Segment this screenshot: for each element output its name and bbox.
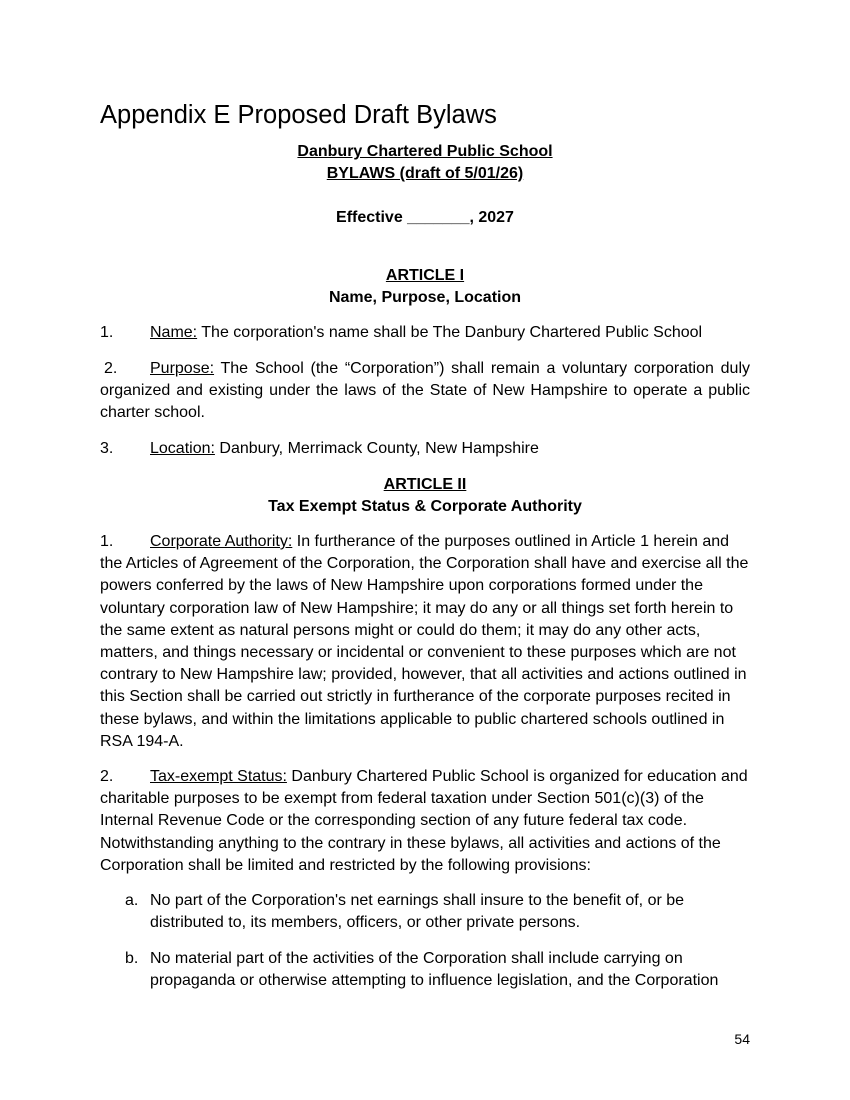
provision-letter: a. [125,892,139,909]
item-term: Corporate Authority: [150,533,293,550]
item-term: Name: [150,324,198,341]
bylaws-title-heading: BYLAWS (draft of 5/01/26) [326,165,524,182]
item-number: 2. [104,360,118,377]
appendix-title: Appendix E Proposed Draft Bylaws [100,101,497,129]
article-1-item-location [100,438,750,460]
item-text: Danbury Chartered Public School is organized for education and charitable purposes to be exempt from federal taxation under Section 501(c)(3) of the Internal Revenue Code or the corresponding section of any future federal tax code. Notwithstanding anything to the contrary in these bylaws, all activities and actions of the Corporation shall be limited and restricted by the following provisions: [100,768,748,874]
item-number: 2. [100,768,114,785]
provision-b [125,948,750,992]
article-2-title: Tax Exempt Status & Corporate Authority [268,498,582,515]
item-term: Purpose: [150,360,215,377]
article-1-item-name [100,322,750,344]
effective-date-line: Effective _______, 2027 [336,209,514,226]
provision-letter: b. [125,950,139,967]
item-number: 1. [100,533,114,550]
provision-text: No material part of the activities of the Corporation shall include carrying on propaganda or otherwise attempting to influence legislation, and the Corporation [150,950,719,990]
article-1-label: ARTICLE I [385,267,465,284]
item-term: Location: [150,440,215,457]
item-number: 3. [100,440,114,457]
item-text: The School (the “Corporation”) shall remain a voluntary corporation duly organized and existing under the laws of the State of New Hampshire to operate a public charter school. [100,360,750,422]
item-text: In furtherance of the purposes outlined in Article 1 herein and the Articles of Agreement of the Corporation, the Corporation shall have and exercise all the powers conferred by the laws of New Hampshire upon corporations formed under the voluntary corporation law of New Hampshire; it may do any or all things set forth herein to the same extent as natural persons might or could do them; it may do any other acts, matters, and things necessary or incidental or convenient to these purposes which are not contrary to New Hampshire law; provided, however, that all activities and actions outlined in this Section shall be carried out strictly in furtherance of the corporate purposes recited in these bylaws, and within the limitations applicable to public chartered schools outlined in RSA 194-A. [100,533,749,750]
item-text: The corporation's name shall be The Danbury Chartered Public School [197,324,703,341]
article-1-title: Name, Purpose, Location [328,289,522,306]
provision-a [125,890,750,934]
item-number: 1. [100,324,114,341]
provision-text: No part of the Corporation's net earnings shall insure to the benefit of, or be distributed to, its members, officers, or other private persons. [150,892,685,932]
article-2-item-corporate-authority [100,531,750,753]
item-term: Tax-exempt Status: [150,768,287,785]
school-name-heading: Danbury Chartered Public School [297,143,553,160]
page-number: 54 [734,1031,750,1047]
article-2-item-tax-exempt-status [100,766,750,877]
article-2-label: ARTICLE II [383,476,467,493]
item-text: Danbury, Merrimack County, New Hampshire [214,440,539,457]
article-1-item-purpose [100,358,750,425]
